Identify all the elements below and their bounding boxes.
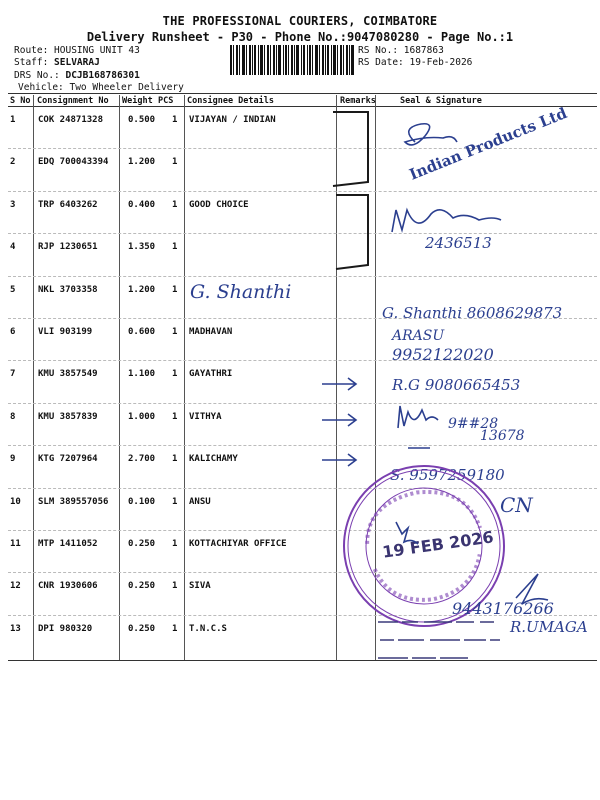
row-weight: 0.250: [128, 539, 156, 549]
runsheet-title: Delivery Runsheet - P30 - Phone No.:9047080280 - Page No.:1: [86, 30, 514, 44]
handwritten-name: G. Shanthi: [190, 281, 292, 303]
handwritten-phone: 9952122020: [392, 345, 494, 364]
row-separator: [8, 403, 597, 404]
row-weight: 1.000: [128, 411, 156, 422]
col-header-remarks: Remarks: [340, 96, 376, 106]
table-row: [8, 617, 597, 659]
row-consignee: ANSU: [189, 496, 211, 507]
row-weight: 0.500: [128, 115, 156, 125]
row-separator: [8, 488, 597, 489]
row-weight: 0.600: [128, 327, 156, 337]
col-header-weight: Weight: [122, 96, 153, 106]
row-separator: [8, 276, 597, 277]
row-consignee: MADHAVAN: [189, 327, 233, 337]
row-pcs: 1: [172, 581, 178, 592]
row-separator: [8, 318, 597, 319]
row-consignment-no: KTG 7207964: [38, 454, 98, 465]
col-header-consignment: Consignment No: [37, 96, 109, 106]
row-consignment-no: RJP 1230651: [38, 242, 98, 253]
row-separator: [8, 148, 597, 149]
row-consignment-no: TRP 6403262: [38, 199, 98, 210]
staff-value: SELVARAJ: [54, 57, 100, 68]
row-sno: 8: [10, 411, 16, 422]
row-pcs: 1: [172, 369, 178, 380]
row-consignee: GAYATHRI: [189, 369, 233, 380]
handwritten-name: R.UMAGA: [510, 618, 588, 636]
table-row: [8, 490, 597, 532]
row-pcs: 1: [172, 411, 178, 422]
row-pcs: 1: [172, 496, 178, 507]
table-row: [8, 574, 597, 616]
table-row: [8, 278, 597, 320]
row-weight: 0.400: [128, 199, 156, 210]
row-sno: 10: [10, 496, 21, 507]
barcode: [230, 45, 354, 75]
col-header-signature: Seal & Signature: [400, 96, 482, 106]
row-consignee: SIVA: [189, 581, 211, 592]
col-header-consignee: Consignee Details: [187, 96, 274, 106]
row-consignee: VIJAYAN / INDIAN: [189, 115, 276, 125]
table-row: [8, 320, 597, 362]
handwritten-note: S. 9597259180: [390, 466, 505, 484]
row-weight: 0.250: [128, 623, 156, 634]
row-sno: 2: [10, 157, 16, 168]
row-separator: [8, 233, 597, 234]
table-row: [8, 447, 597, 489]
row-weight: 1.200: [128, 157, 156, 168]
row-weight: 1.100: [128, 369, 156, 380]
row-consignment-no: NKL 3703358: [38, 284, 98, 295]
row-pcs: 1: [172, 157, 178, 168]
row-pcs: 1: [172, 242, 178, 253]
handwritten-number: 2436513: [425, 234, 492, 252]
table-row: [8, 362, 597, 404]
table-row: [8, 108, 597, 150]
col-header-pcs: PCS: [158, 96, 174, 106]
handwritten-note: 13678: [480, 428, 525, 444]
row-separator: [8, 572, 597, 573]
row-separator: [8, 530, 597, 531]
table-header-rule: [8, 106, 597, 107]
row-pcs: 1: [172, 454, 178, 465]
row-separator: [8, 191, 597, 192]
drs-value: DCJB168786301: [65, 70, 140, 81]
stamp-indian-products: Indian Products Ltd: [406, 103, 570, 184]
staff-label: Staff:: [14, 57, 55, 68]
row-consignment-no: MTP 1411052: [38, 539, 98, 549]
row-separator: [8, 445, 597, 446]
row-weight: 1.350: [128, 242, 156, 253]
drs-label: DRS No.:: [14, 70, 66, 81]
row-pcs: 1: [172, 284, 178, 295]
company-title: THE PROFESSIONAL COURIERS, COIMBATORE: [162, 14, 438, 28]
table-row: [8, 235, 597, 277]
handwritten-note: CN: [500, 493, 533, 517]
row-weight: 0.100: [128, 496, 156, 507]
row-consignee: VITHYA: [189, 411, 222, 422]
handwritten-note: G. Shanthi 8608629873: [382, 304, 563, 322]
vehicle-label: Vehicle: Two Wheeler Delivery: [18, 82, 184, 93]
row-consignment-no: DPI 980320: [38, 623, 93, 634]
rs-date: RS Date: 19-Feb-2026: [358, 57, 473, 68]
row-weight: 0.250: [128, 581, 156, 592]
table-row: [8, 532, 597, 574]
row-pcs: 1: [172, 327, 178, 337]
stamp-date: 19 FEB 2026: [381, 527, 495, 562]
row-consignee: KALICHAMY: [189, 454, 238, 465]
row-sno: 11: [10, 539, 21, 549]
row-weight: 1.200: [128, 284, 156, 295]
row-sno: 1: [10, 115, 16, 125]
row-consignment-no: KMU 3857549: [38, 369, 98, 380]
col-header-sno: S No: [10, 96, 31, 106]
row-consignee: T.N.C.S: [189, 623, 227, 634]
row-weight: 2.700: [128, 454, 156, 465]
route-label: Route: HOUSING UNIT 43: [14, 45, 140, 56]
row-consignment-no: EDQ 700043394: [38, 157, 109, 168]
row-pcs: 1: [172, 199, 178, 210]
row-pcs: 1: [172, 623, 178, 634]
row-sno: 5: [10, 284, 16, 295]
table-row: [8, 150, 597, 192]
row-pcs: 1: [172, 539, 178, 549]
drs-row: [14, 70, 140, 81]
handwritten-phone: 9443176266: [452, 599, 554, 618]
row-consignment-no: SLM 389557056: [38, 496, 109, 507]
row-sno: 12: [10, 581, 21, 592]
row-consignment-no: VLI 903199: [38, 327, 93, 337]
row-consignment-no: CNR 1930606: [38, 581, 98, 592]
staff-row: [14, 57, 100, 68]
handwritten-note: 9##28: [448, 416, 499, 432]
table-bottom-rule: [8, 660, 597, 661]
handwritten-name: ARASU: [392, 328, 445, 344]
row-sno: 3: [10, 199, 16, 210]
row-sno: 7: [10, 369, 16, 380]
table-row: [8, 405, 597, 447]
row-consignee: GOOD CHOICE: [189, 199, 249, 210]
row-sno: 4: [10, 242, 16, 253]
row-sno: 6: [10, 327, 16, 337]
row-sno: 9: [10, 454, 16, 465]
table-top-rule: [8, 93, 597, 94]
row-sno: 13: [10, 623, 21, 634]
handwritten-note: R.G 9080665453: [392, 376, 521, 394]
row-pcs: 1: [172, 115, 178, 125]
row-consignee: KOTTACHIYAR OFFICE: [189, 539, 287, 549]
table-row: [8, 193, 597, 235]
row-separator: [8, 360, 597, 361]
row-separator: [8, 615, 597, 616]
row-consignment-no: COK 24871328: [38, 115, 104, 125]
rs-number: RS No.: 1687863: [358, 45, 444, 56]
row-consignment-no: KMU 3857839: [38, 411, 98, 422]
